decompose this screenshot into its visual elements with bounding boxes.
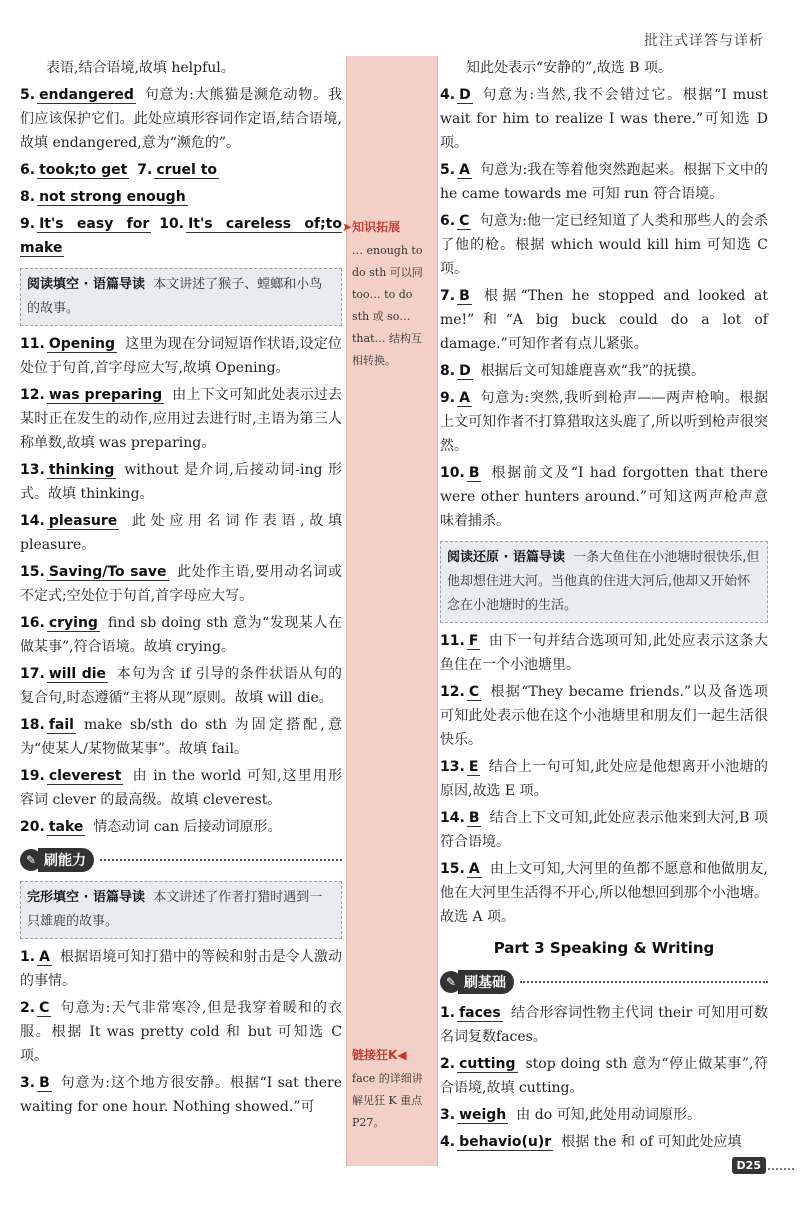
right-column <box>440 56 768 1154</box>
part-heading: Part 3 Speaking & Writing <box>493 939 715 957</box>
answer: cutting <box>459 1056 516 1072</box>
arrow-icon: ◀ <box>397 1048 407 1062</box>
item-number: 13. <box>20 462 45 478</box>
answer: thinking <box>48 462 115 478</box>
answer: pleasure <box>48 513 118 529</box>
item-number: 2. <box>20 1000 36 1016</box>
dotted-divider <box>520 981 768 983</box>
item-number: 10. <box>440 465 465 481</box>
explanation: 这里为现在分词短语作状语,设定位处位于句首,首字母应大写,故填 Opening。 <box>20 336 342 376</box>
item-number: 9. <box>440 390 456 406</box>
answer: A <box>459 390 470 406</box>
explanation: 句意为:他一定已经知道了人类和那些人的会杀了他的枪。根据 which would kill him 可知选 C 项。 <box>440 213 768 277</box>
answer-item <box>440 1001 768 1049</box>
answer: Opening <box>48 336 115 352</box>
answer: not strong enough <box>39 189 186 205</box>
item-number: 12. <box>440 684 465 700</box>
answer-item <box>440 158 768 206</box>
item-number: 16. <box>20 615 45 631</box>
item-number: 13. <box>440 759 465 775</box>
answer-item <box>20 212 342 260</box>
answer: It's careless of;to make <box>20 216 342 256</box>
item-number: 19. <box>20 768 45 784</box>
answer-item <box>20 611 342 659</box>
banner-text: 一条大鱼住在小池塘时很快乐,但他却想住进大河。当他真的住进大河后,他却又开始怀念在小池塘时的生活。 <box>447 550 760 613</box>
page-header: 批注式详答与详析 <box>644 33 764 49</box>
answer-item <box>20 83 342 155</box>
section-label: 刷基础 <box>458 970 514 994</box>
explanation: 由上下文可知此处表示过去某时正在发生的动作,应用过去进行时,主语为第三人称单数,故填 was preparing。 <box>20 387 343 451</box>
answer: B <box>468 810 480 826</box>
note-text: … enough to do sth 可以同 too… to do sth 或 so… that… 结构互相转换。 <box>352 244 423 367</box>
explanation: find sb doing sth 意为“发现某人在做某事”,符合语境。故填 crying。 <box>20 615 342 655</box>
item-number: 1. <box>440 1005 456 1021</box>
answer-item <box>440 386 768 458</box>
item-number: 6. <box>440 213 456 229</box>
answer: will die <box>48 666 107 682</box>
brush-icon: ✎ <box>440 971 462 993</box>
answer-item <box>20 764 342 812</box>
item-number: 4. <box>440 87 456 103</box>
answer-item <box>440 755 768 803</box>
answer: E <box>468 759 479 775</box>
answer: It's easy for <box>39 216 150 232</box>
explanation: 此处应用名词作表语,故填 pleasure。 <box>20 513 342 553</box>
answer-item <box>20 332 342 380</box>
dotted-divider <box>768 1168 794 1170</box>
answer: crying <box>48 615 98 631</box>
arrow-icon: ➤ <box>342 220 353 234</box>
item-number: 7. <box>440 288 456 304</box>
explanation: 结合上下文可知,此处应表示他来到大河,B 项符合语境。 <box>440 810 768 850</box>
left-column <box>20 56 342 1119</box>
item-number: 20. <box>20 819 45 835</box>
reading-guide-banner <box>20 881 342 939</box>
answer-item <box>440 806 768 854</box>
reading-guide-banner <box>20 268 342 326</box>
explanation: 结合形容词性物主代词 their 可知用可数名词复数faces。 <box>440 1005 768 1045</box>
answer-item <box>20 1071 342 1119</box>
dotted-divider <box>100 859 342 861</box>
item-number: 8. <box>20 189 36 205</box>
section-heading <box>20 847 342 873</box>
answer-item <box>20 945 342 993</box>
continuation-text: 知此处表示“安静的”,故选 B 项。 <box>466 60 672 76</box>
explanation: 句意为:大熊猫是濒危动物。我们应该保护它们。此处应填形容词作定语,结合语境,故填 endangered,意为“濒危的”。 <box>20 87 342 151</box>
explanation: 由下一句并结合选项可知,此处应表示这条大鱼住在一个小池塘里。 <box>440 633 768 673</box>
section-label: 刷能力 <box>38 848 94 872</box>
banner-label: 阅读填空 · 语篇导读 <box>27 277 145 292</box>
note-title: ➤知识拓展 <box>342 220 401 234</box>
answer: Saving/To save <box>48 564 167 580</box>
item-number: 9. <box>20 216 36 232</box>
answer-item <box>440 1130 768 1154</box>
answer: C <box>39 1000 50 1016</box>
answer-item <box>440 629 768 677</box>
answer: was preparing <box>48 387 163 403</box>
answer: A <box>468 861 480 877</box>
answer-item <box>440 83 768 155</box>
explanation: 根据后文可知雄鹿喜欢“我”的抚摸。 <box>480 363 706 379</box>
explanation: 此处作主语,要用动名词或不定式;空处位于句首,首字母应大写。 <box>20 564 343 604</box>
explanation: 句意为:这个地方很安静。根据“I sat there waiting for one hour. Nothing showed.”可 <box>20 1075 342 1115</box>
banner-label: 阅读还原 · 语篇导读 <box>447 550 565 565</box>
explanation: without 是介词,后接动词-ing 形式。故填 thinking。 <box>20 462 342 502</box>
answer: took;to get <box>39 162 128 178</box>
answer-item <box>20 458 342 506</box>
answer: A <box>39 949 50 965</box>
explanation: 句意为:突然,我听到枪声——两声枪响。根据上文可知作者不打算猎取这头鹿了,所以听到枪声很突然。 <box>440 390 768 454</box>
continuation-text: 表语,结合语境,故填 helpful。 <box>46 60 235 76</box>
note-text: face 的详细讲解见狂 K 重点 P27。 <box>352 1072 423 1129</box>
answer-item <box>440 284 768 356</box>
item-number: 5. <box>440 162 456 178</box>
explanation: 句意为:天气非常寒冷,但是我穿着暖和的衣服。根据 It was pretty cold 和 but 可知选 C 项。 <box>20 1000 342 1064</box>
explanation: 根据 the 和 of 可知此处应填 <box>561 1134 742 1150</box>
answer-item <box>440 359 768 383</box>
answer-item <box>20 662 342 710</box>
answer: D <box>459 363 471 379</box>
brush-icon: ✎ <box>20 849 42 871</box>
answer-item <box>20 815 342 839</box>
explanation: 情态动词 can 后接动词原形。 <box>93 819 282 835</box>
answer: endangered <box>39 87 134 103</box>
answer-item <box>440 461 768 533</box>
explanation: make sb/sth do sth 为固定搭配,意为“使某人/某物做某事”。故填 fail。 <box>20 717 342 757</box>
item-number: 3. <box>440 1107 456 1123</box>
answer-item <box>440 680 768 752</box>
answer: A <box>459 162 470 178</box>
item-number: 11. <box>440 633 465 649</box>
answer: B <box>39 1075 50 1091</box>
item-number: 2. <box>440 1056 456 1072</box>
reading-guide-banner <box>440 541 768 623</box>
answer: B <box>468 465 480 481</box>
item-number: 3. <box>20 1075 36 1091</box>
explanation: 结合上一句可知,此处应是他想离开小池塘的原因,故选 E 项。 <box>440 759 768 799</box>
answer: weigh <box>459 1107 507 1123</box>
answer-item <box>440 857 768 929</box>
banner-text: 本文讲述了猴子、螳螂和小鸟的故事。 <box>27 277 323 316</box>
explanation: 根据“They became friends.”以及备选项可知此处表示他在这个小池塘里和朋友们一起生活很快乐。 <box>440 684 768 748</box>
item-number: 5. <box>20 87 36 103</box>
explanation: 由上文可知,大河里的鱼都不愿意和他做朋友,他在大河里生活得不开心,所以他想回到那个小池塘。故选 A 项。 <box>440 861 768 925</box>
item-number: 15. <box>440 861 465 877</box>
explanation: 根据“Then he stopped and looked at me!”和“A big buck could do a lot of damage.”可知作者有点儿紧张。 <box>440 288 768 352</box>
item-number: 12. <box>20 387 45 403</box>
item-number: 1. <box>20 949 36 965</box>
answer: D <box>459 87 471 103</box>
item-number: 18. <box>20 717 45 733</box>
answer-item <box>20 509 342 557</box>
answer: fail <box>48 717 74 733</box>
explanation: 句意为:我在等着他突然跑起来。根据下文中的 he came towards me 可知 run 符合语境。 <box>440 162 768 202</box>
item-number: 7. <box>137 162 153 178</box>
item-number: 11. <box>20 336 45 352</box>
page-number: D25 <box>732 1157 766 1174</box>
answer: cruel to <box>156 162 218 178</box>
item-number: 17. <box>20 666 45 682</box>
answer-item <box>440 1052 768 1100</box>
answer: C <box>459 213 470 229</box>
section-heading <box>440 969 768 995</box>
answer-item <box>20 383 342 455</box>
answer-item <box>20 158 342 182</box>
answer-item <box>20 713 342 761</box>
explanation: stop doing sth 意为“停止做某事”,符合语境,故填 cutting。 <box>440 1056 768 1096</box>
item-number: 8. <box>440 363 456 379</box>
explanation: 句意为:当然,我不会错过它。根据“I must wait for him to realize I was there.”可知选 D 项。 <box>440 87 768 151</box>
banner-text: 本文讲述了作者打猎时遇到一只雄鹿的故事。 <box>27 890 323 929</box>
item-number: 4. <box>440 1134 456 1150</box>
item-number: 10. <box>159 216 185 232</box>
answer: B <box>459 288 470 304</box>
explanation: 由 do 可知,此处用动词原形。 <box>516 1107 702 1123</box>
answer: cleverest <box>48 768 122 784</box>
explanation: 根据语境可知打猎中的等候和射击是令人激动的事情。 <box>20 949 342 989</box>
answer: C <box>468 684 480 700</box>
item-number: 14. <box>440 810 465 826</box>
answer-item <box>440 209 768 281</box>
banner-label: 完形填空 · 语篇导读 <box>27 890 145 905</box>
item-number: 14. <box>20 513 45 529</box>
item-number: 15. <box>20 564 45 580</box>
explanation: 由 in the world 可知,这里用形容词 clever 的最高级。故填 cleverest。 <box>20 768 342 808</box>
answer: behavio(u)r <box>459 1134 552 1150</box>
answer: F <box>468 633 479 649</box>
answer-item <box>20 185 342 209</box>
note-title: 链接狂K◀ <box>352 1048 407 1062</box>
answer: faces <box>459 1005 501 1021</box>
answer-item <box>20 560 342 608</box>
item-number: 6. <box>20 162 36 178</box>
explanation: 根据前文及“I had forgotten that there were other hunters around.”可知这两声枪声意味着捕杀。 <box>440 465 768 529</box>
answer: take <box>48 819 84 835</box>
answer-item <box>440 1103 768 1127</box>
answer-item <box>20 996 342 1068</box>
explanation: 本句为含 if 引导的条件状语从句的复合句,时态遵循“主将从现”原则。故填 will die。 <box>20 666 342 706</box>
